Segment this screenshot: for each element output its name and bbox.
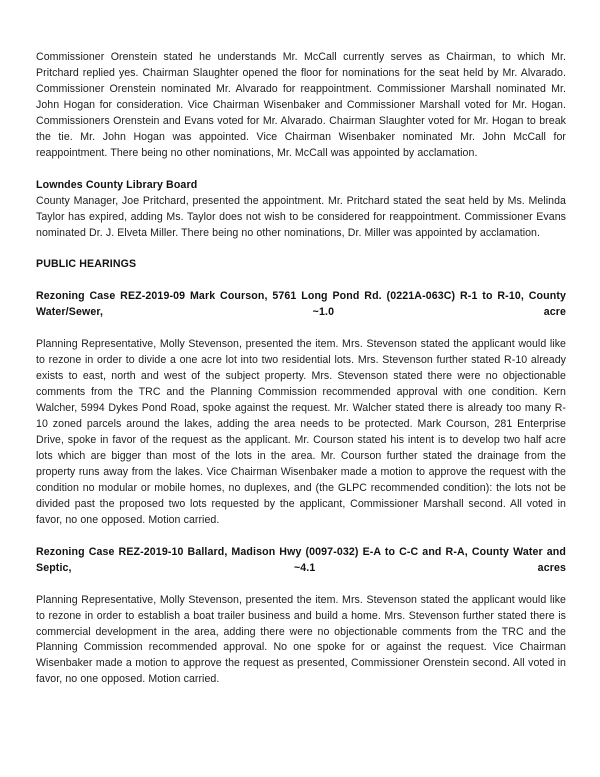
- spacer: [36, 273, 566, 289]
- paragraph-board-appointments: Commissioner Orenstein stated he understands Mr. McCall currently serves as Chairman, to which Mr. Pritchard replied yes. Chairman Slaughter opened the floor for nominations for the seat held by Mr. Alvarado. Commissioner Orenstein nominated Mr. Alvarado for reappointment. Commissioner Marshall nominated Mr. John Hogan for consideration. Vice Chairman Wisenbaker and Commissioner Marshall voted for Mr. Hogan. Commissioners Orenstein and Evans voted for Mr. Alvarado. Chairman Slaughter voted for Mr. Hogan to break the tie. Mr. John Hogan was appointed. Vice Chairman Wisenbaker nominated Mr. John McCall for reappointment. There being no other nominations, Mr. McCall was appointed by acclamation.: [36, 51, 566, 159]
- paragraph-rezoning-case-rez-2019-10: Planning Representative, Molly Stevenson, presented the item. Mrs. Stevenson stated the applicant would like to rezone in order to establish a boat trailer business and build a home. Mrs. Stevenson further stated there is commercial development in the area, adding there were no objectionable comments from the TRC and the Planning Commission recommended approval. No one spoke for or against the request. Vice Chairman Wisenbaker made a motion to approve the request as presented, Commissioner Orenstein second. All voted in favor, no one opposed. Motion carried.: [36, 593, 566, 686]
- heading-rezoning-case-rez-2019-09: Rezoning Case REZ-2019-09 Mark Courson, 5761 Long Pond Rd. (0221A-063C) R-1 to R-10, County Water/Sewer, ~1.0 acre: [36, 290, 566, 319]
- paragraph-rezoning-case-rez-2019-09: Planning Representative, Molly Stevenson, presented the item. Mrs. Stevenson stated the applicant would like to rezone in order to divide a one acre lot into two residential lots. Mrs. Stevenson further stated R-10 already exists to east, north and west of the subject property. Mrs. Stevenson stated there were no objectionable comments from the TRC and the Planning Commission recommended approval with one condition. Kern Walcher, 5994 Dykes Pond Road, spoke against the request. Mr. Walcher stated there is already too many R-10 zoned parcels around the lakes, adding the area needs to be protected. Mark Courson, 281 Enterprise Drive, spoke in favor of the request as the applicant. Mr. Courson stated his intent is to develop two half acre lots which are bigger than most of the lots in the area. Mr. Courson further stated the drainage from the property runs away from the lakes. Vice Chairman Wisenbaker made a motion to approve the request with the condition no modular or mobile homes, no duplexes, and (the GLPC recommended condition): the lots not be divided past the proposed two lots requested by the applicant, Commissioner Marshall second. All voted in favor, no one opposed. Motion carried.: [36, 338, 566, 526]
- heading-lowndes-county-library-board: Lowndes County Library Board: [36, 178, 198, 191]
- spacer: [36, 529, 566, 545]
- heading-rezoning-case-rez-2019-10: Rezoning Case REZ-2019-10 Ballard, Madison Hwy (0097-032) E-A to C-C and R-A, County Water and Septic, ~4.1 acres: [36, 545, 566, 574]
- document-body: [36, 50, 566, 688]
- paragraph-library-board-appointment: County Manager, Joe Pritchard, presented the appointment. Mr. Pritchard stated the seat held by Ms. Melinda Taylor has expired, adding Ms. Taylor does not wish to be considered for reappointment. Commissioner Evans nominated Dr. J. Elveta Miller. There being no other nominations, Dr. Miller was appointed by acclamation.: [36, 194, 566, 239]
- spacer: [36, 241, 566, 257]
- heading-public-hearings: PUBLIC HEARINGS: [36, 258, 137, 271]
- spacer: [36, 162, 566, 178]
